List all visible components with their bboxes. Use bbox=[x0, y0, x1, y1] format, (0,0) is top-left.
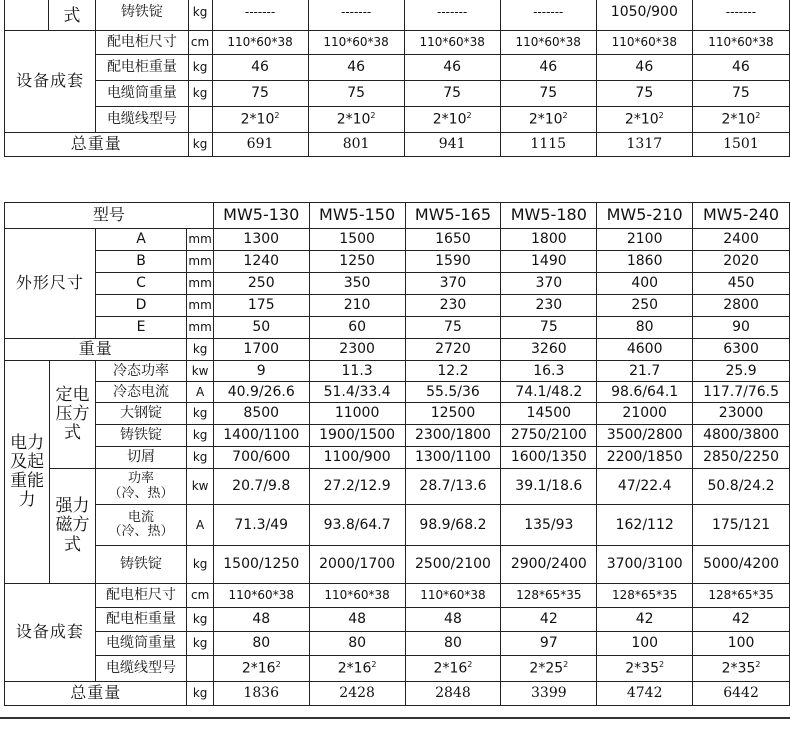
value-cell: $2*25^2$ bbox=[501, 656, 597, 682]
value-cell: 175/121 bbox=[693, 505, 790, 546]
magnet-power-row bbox=[5, 469, 790, 505]
left-blank-cell bbox=[5, 0, 49, 31]
value-cell: 6300 bbox=[693, 339, 790, 361]
value-cell: 1100/900 bbox=[309, 447, 405, 469]
dimension-row-b bbox=[5, 251, 790, 273]
value-cell: 2750/2100 bbox=[501, 425, 597, 447]
value-cell: 51.4/33.4 bbox=[309, 382, 405, 403]
value-cell: 75 bbox=[212, 81, 308, 107]
value-cell: 46 bbox=[500, 55, 596, 81]
value-cell: $2*16^2$ bbox=[309, 656, 405, 682]
cable-model-row bbox=[5, 107, 790, 133]
cold-power-row bbox=[5, 361, 790, 382]
value-cell: 110*60*38 bbox=[309, 584, 405, 608]
value-cell: 2020 bbox=[693, 251, 790, 273]
value-cell: 3260 bbox=[501, 339, 597, 361]
value-cell: 50 bbox=[213, 317, 309, 339]
value-cell: 210 bbox=[309, 295, 405, 317]
value-cell: 1650 bbox=[405, 229, 501, 251]
value-cell: $2*10^2$ bbox=[500, 107, 596, 133]
value-cell: 110*60*38 bbox=[692, 31, 789, 55]
value-cell: 8500 bbox=[213, 403, 309, 425]
value-cell: 2100 bbox=[597, 229, 693, 251]
value-cell: 128*65*35 bbox=[693, 584, 790, 608]
value-cell: 400 bbox=[597, 273, 693, 295]
value-cell: 450 bbox=[693, 273, 790, 295]
value-cell: 98.6/64.1 bbox=[597, 382, 693, 403]
dimension-row-a bbox=[5, 229, 790, 251]
value-cell: 1860 bbox=[597, 251, 693, 273]
value-cell: 117.7/76.5 bbox=[693, 382, 790, 403]
voltage-section-label: 定电压方式 bbox=[50, 361, 95, 469]
value-cell: 1700 bbox=[213, 339, 309, 361]
value-cell: 97 bbox=[501, 632, 597, 656]
unit-cell: A bbox=[187, 382, 213, 403]
value-cell: 98.9/68.2 bbox=[405, 505, 501, 546]
unit-cell: mm bbox=[187, 317, 213, 339]
value-cell: 42 bbox=[501, 608, 597, 632]
unit-cell: kg bbox=[187, 632, 213, 656]
model-cell: MW5-165 bbox=[405, 203, 501, 229]
value-cell: 2400 bbox=[693, 229, 790, 251]
row-label: 功率 （冷、热） bbox=[95, 469, 187, 505]
row-label: B bbox=[95, 251, 187, 273]
value-cell: 1400/1100 bbox=[213, 425, 309, 447]
value-cell: 3700/3100 bbox=[597, 546, 693, 584]
value-cell: 80 bbox=[405, 632, 501, 656]
value-cell: 12500 bbox=[405, 403, 501, 425]
value-cell: 1240 bbox=[213, 251, 309, 273]
value-cell: 162/112 bbox=[597, 505, 693, 546]
unit-cell: mm bbox=[187, 295, 213, 317]
value-cell: 2850/2250 bbox=[693, 447, 790, 469]
value-cell: 1300/1100 bbox=[405, 447, 501, 469]
cabinet-weight-row bbox=[5, 55, 790, 81]
row-label: 电缆线型号 bbox=[96, 107, 188, 133]
value-cell: 1050/900 bbox=[596, 0, 692, 31]
value-cell: 46 bbox=[212, 55, 308, 81]
row-label: C bbox=[95, 273, 187, 295]
value-cell: 2300/1800 bbox=[405, 425, 501, 447]
row-label: 配电柜重量 bbox=[96, 55, 188, 81]
unit-cell: kw bbox=[187, 469, 213, 505]
value-cell: 80 bbox=[309, 632, 405, 656]
value-cell: 42 bbox=[597, 608, 693, 632]
value-cell: 50.8/24.2 bbox=[693, 469, 790, 505]
value-cell: 16.3 bbox=[501, 361, 597, 382]
row-label: 冷态电流 bbox=[95, 382, 187, 403]
row-label: 电流 （冷、热） bbox=[95, 505, 187, 546]
value-cell: 2500/2100 bbox=[405, 546, 501, 584]
row-label: E bbox=[95, 317, 187, 339]
unit-cell: kg bbox=[188, 81, 212, 107]
value-cell: 46 bbox=[308, 55, 404, 81]
value-cell: $2*16^2$ bbox=[405, 656, 501, 682]
value-cell: 75 bbox=[596, 81, 692, 107]
model-cell: MW5-180 bbox=[501, 203, 597, 229]
value-cell: 3500/2800 bbox=[597, 425, 693, 447]
value-cell: 23000 bbox=[693, 403, 790, 425]
value-cell: $2*10^2$ bbox=[596, 107, 692, 133]
value-cell: 100 bbox=[693, 632, 790, 656]
value-cell: 110*60*38 bbox=[596, 31, 692, 55]
value-cell: ------- bbox=[308, 0, 404, 31]
value-cell: 250 bbox=[213, 273, 309, 295]
value-cell: 2200/1850 bbox=[597, 447, 693, 469]
unit-cell: kg bbox=[188, 55, 212, 81]
row-label: 冷态功率 bbox=[95, 361, 187, 382]
value-cell: 12.2 bbox=[405, 361, 501, 382]
value-cell: 48 bbox=[309, 608, 405, 632]
value-cell: 60 bbox=[309, 317, 405, 339]
model-cell: MW5-240 bbox=[693, 203, 790, 229]
unit-cell: kw bbox=[187, 361, 213, 382]
value-cell: 14500 bbox=[501, 403, 597, 425]
value-cell: 1501 bbox=[692, 133, 789, 157]
value-cell: 2428 bbox=[309, 682, 405, 706]
row-label: 铸铁锭 bbox=[95, 425, 187, 447]
value-cell: 71.3/49 bbox=[213, 505, 309, 546]
value-cell: 370 bbox=[405, 273, 501, 295]
value-cell: 2900/2400 bbox=[501, 546, 597, 584]
value-cell: 4742 bbox=[597, 682, 693, 706]
value-cell: ------- bbox=[500, 0, 596, 31]
equipment-section-label: 设备成套 bbox=[5, 31, 96, 133]
method-label: 式 bbox=[48, 0, 96, 31]
unit-cell: kg bbox=[187, 425, 213, 447]
value-cell: 11000 bbox=[309, 403, 405, 425]
model-cell: MW5-210 bbox=[597, 203, 693, 229]
unit-cell: kg bbox=[187, 608, 213, 632]
value-cell: ------- bbox=[212, 0, 308, 31]
model-cell: MW5-130 bbox=[213, 203, 309, 229]
unit-cell: A bbox=[187, 505, 213, 546]
value-cell: 110*60*38 bbox=[213, 584, 309, 608]
value-cell: $2*10^2$ bbox=[308, 107, 404, 133]
dimension-row-e bbox=[5, 317, 790, 339]
value-cell: 75 bbox=[308, 81, 404, 107]
value-cell: 55.5/36 bbox=[405, 382, 501, 403]
cable-model-row bbox=[5, 656, 790, 682]
chips-row bbox=[5, 447, 790, 469]
unit-cell: kg bbox=[188, 133, 212, 157]
value-cell: 230 bbox=[501, 295, 597, 317]
value-cell: 128*65*35 bbox=[501, 584, 597, 608]
value-cell: $2*35^2$ bbox=[597, 656, 693, 682]
value-cell: 39.1/18.6 bbox=[501, 469, 597, 505]
value-cell: 90 bbox=[693, 317, 790, 339]
value-cell: 4800/3800 bbox=[693, 425, 790, 447]
row-label: 大钢锭 bbox=[95, 403, 187, 425]
row-label: 电缆筒重量 bbox=[95, 632, 187, 656]
value-cell: 128*65*35 bbox=[597, 584, 693, 608]
value-cell: 110*60*38 bbox=[308, 31, 404, 55]
unit-cell: cm bbox=[187, 584, 213, 608]
value-cell: 1250 bbox=[309, 251, 405, 273]
value-cell: 46 bbox=[404, 55, 500, 81]
value-cell: 3399 bbox=[501, 682, 597, 706]
value-cell: $2*35^2$ bbox=[693, 656, 790, 682]
value-cell: $2*16^2$ bbox=[213, 656, 309, 682]
value-cell: 80 bbox=[597, 317, 693, 339]
ingot-row bbox=[5, 0, 790, 31]
power-section-label: 电力及起重能力 bbox=[5, 361, 50, 584]
value-cell: ------- bbox=[404, 0, 500, 31]
value-cell: 110*60*38 bbox=[500, 31, 596, 55]
value-cell: 74.1/48.2 bbox=[501, 382, 597, 403]
value-cell: 27.2/12.9 bbox=[309, 469, 405, 505]
value-cell: 9 bbox=[213, 361, 309, 382]
value-cell: 1490 bbox=[501, 251, 597, 273]
value-cell: 100 bbox=[597, 632, 693, 656]
value-cell: 691 bbox=[212, 133, 308, 157]
value-cell: ------- bbox=[692, 0, 789, 31]
row-label: 电缆筒重量 bbox=[96, 81, 188, 107]
value-cell: 110*60*38 bbox=[405, 584, 501, 608]
value-cell: 5000/4200 bbox=[693, 546, 790, 584]
value-cell: 1600/1350 bbox=[501, 447, 597, 469]
total-weight-label: 总重量 bbox=[5, 133, 189, 157]
value-cell: 250 bbox=[597, 295, 693, 317]
value-cell: $2*10^2$ bbox=[692, 107, 789, 133]
value-cell: 2848 bbox=[405, 682, 501, 706]
value-cell: 21.7 bbox=[597, 361, 693, 382]
unit-cell: kg bbox=[187, 403, 213, 425]
value-cell: 2000/1700 bbox=[309, 546, 405, 584]
unit-cell bbox=[187, 656, 213, 682]
model-label: 型号 bbox=[5, 203, 214, 229]
value-cell: 1500 bbox=[309, 229, 405, 251]
row-label: 电缆线型号 bbox=[95, 656, 187, 682]
row-label: 铸铁锭 bbox=[96, 0, 188, 31]
unit-cell: mm bbox=[187, 251, 213, 273]
unit-cell: kg bbox=[187, 546, 213, 584]
spec-table-upper bbox=[4, 0, 790, 157]
model-cell: MW5-150 bbox=[309, 203, 405, 229]
unit-cell: kg bbox=[187, 339, 213, 361]
unit-cell: mm bbox=[187, 273, 213, 295]
value-cell: 6442 bbox=[693, 682, 790, 706]
value-cell: 1900/1500 bbox=[309, 425, 405, 447]
cabinet-size-row bbox=[5, 584, 790, 608]
row-label: A bbox=[95, 229, 187, 251]
row-label: 配电柜尺寸 bbox=[96, 31, 188, 55]
value-cell: 1836 bbox=[213, 682, 309, 706]
value-cell: 75 bbox=[405, 317, 501, 339]
value-cell: 21000 bbox=[597, 403, 693, 425]
model-header-row bbox=[5, 203, 790, 229]
value-cell: 48 bbox=[405, 608, 501, 632]
total-weight-label: 总重量 bbox=[5, 682, 187, 706]
row-label: D bbox=[95, 295, 187, 317]
unit-cell: kg bbox=[188, 0, 212, 31]
magnet-section-label: 强力磁方式 bbox=[50, 469, 95, 584]
value-cell: 46 bbox=[596, 55, 692, 81]
unit-cell bbox=[188, 107, 212, 133]
value-cell: 75 bbox=[404, 81, 500, 107]
value-cell: 20.7/9.8 bbox=[213, 469, 309, 505]
cable-reel-weight-row bbox=[5, 81, 790, 107]
value-cell: 700/600 bbox=[213, 447, 309, 469]
magnet-current-row bbox=[5, 505, 790, 546]
value-cell: 110*60*38 bbox=[212, 31, 308, 55]
value-cell: 230 bbox=[405, 295, 501, 317]
steel-ingot-row bbox=[5, 403, 790, 425]
row-label: 配电柜重量 bbox=[95, 608, 187, 632]
value-cell: 370 bbox=[501, 273, 597, 295]
value-cell: 1317 bbox=[596, 133, 692, 157]
value-cell: 1500/1250 bbox=[213, 546, 309, 584]
value-cell: 941 bbox=[404, 133, 500, 157]
cable-reel-weight-row bbox=[5, 632, 790, 656]
value-cell: 11.3 bbox=[309, 361, 405, 382]
spec-table-mw5 bbox=[4, 202, 790, 706]
magnet-iron-ingot-row bbox=[5, 546, 790, 584]
equipment-section-label: 设备成套 bbox=[5, 584, 96, 682]
value-cell: 48 bbox=[213, 608, 309, 632]
value-cell: 801 bbox=[308, 133, 404, 157]
iron-ingot-row bbox=[5, 425, 790, 447]
value-cell: 42 bbox=[693, 608, 790, 632]
weight-label: 重量 bbox=[5, 339, 187, 361]
row-label: 铸铁锭 bbox=[95, 546, 187, 584]
value-cell: 1115 bbox=[500, 133, 596, 157]
value-cell: 135/93 bbox=[501, 505, 597, 546]
weight-row bbox=[5, 339, 790, 361]
value-cell: 75 bbox=[692, 81, 789, 107]
value-cell: 2720 bbox=[405, 339, 501, 361]
total-weight-row bbox=[5, 133, 790, 157]
unit-cell: mm bbox=[187, 229, 213, 251]
dimension-row-d bbox=[5, 295, 790, 317]
value-cell: 28.7/13.6 bbox=[405, 469, 501, 505]
unit-cell: kg bbox=[187, 682, 213, 706]
unit-cell: cm bbox=[188, 31, 212, 55]
bottom-divider bbox=[0, 717, 790, 719]
value-cell: 2300 bbox=[309, 339, 405, 361]
value-cell: 4600 bbox=[597, 339, 693, 361]
value-cell: $2*10^2$ bbox=[212, 107, 308, 133]
value-cell: 1800 bbox=[501, 229, 597, 251]
value-cell: 350 bbox=[309, 273, 405, 295]
value-cell: 47/22.4 bbox=[597, 469, 693, 505]
value-cell: 1300 bbox=[213, 229, 309, 251]
value-cell: 75 bbox=[500, 81, 596, 107]
value-cell: 93.8/64.7 bbox=[309, 505, 405, 546]
value-cell: 110*60*38 bbox=[404, 31, 500, 55]
dimension-section-label: 外形尺寸 bbox=[5, 229, 96, 339]
value-cell: 175 bbox=[213, 295, 309, 317]
value-cell: 80 bbox=[213, 632, 309, 656]
value-cell: 75 bbox=[501, 317, 597, 339]
dimension-row-c bbox=[5, 273, 790, 295]
total-weight-row bbox=[5, 682, 790, 706]
row-label: 配电柜尺寸 bbox=[95, 584, 187, 608]
value-cell: 46 bbox=[692, 55, 789, 81]
value-cell: 2800 bbox=[693, 295, 790, 317]
row-label: 切屑 bbox=[95, 447, 187, 469]
cabinet-weight-row bbox=[5, 608, 790, 632]
value-cell: 1590 bbox=[405, 251, 501, 273]
cabinet-size-row bbox=[5, 31, 790, 55]
unit-cell: kg bbox=[187, 447, 213, 469]
value-cell: 25.9 bbox=[693, 361, 790, 382]
value-cell: $2*10^2$ bbox=[404, 107, 500, 133]
cold-current-row bbox=[5, 382, 790, 403]
value-cell: 40.9/26.6 bbox=[213, 382, 309, 403]
